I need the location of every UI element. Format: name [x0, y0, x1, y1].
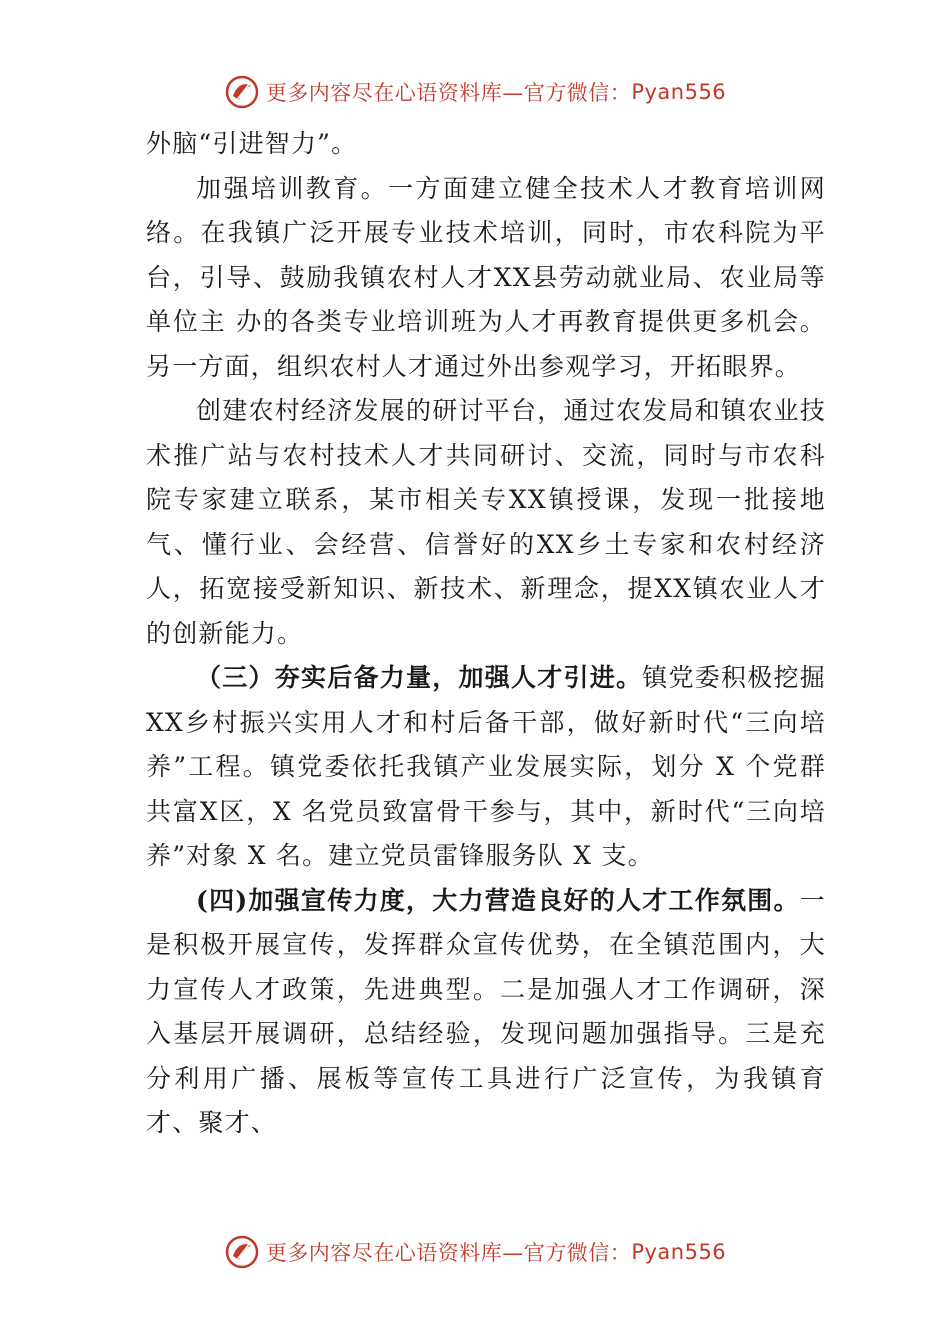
paragraph-5: [146, 879, 826, 1146]
paragraph-1: [146, 122, 826, 167]
document-body: [146, 122, 826, 1146]
section-heading: (四)加强宣传力度，大力营造良好的人才工作氛围。: [196, 885, 800, 915]
paragraph-text: 一是积极开展宣传，发挥群众宣传优势，在全镇范围内，大力宣传人才政策，先进典型。二是加强人才工作调研，深入基层开展调研，总结经验，发现问题加强指导。三是充分利用广播、展板等宣传工具进行广泛宣传，为我镇育才、聚才、: [146, 885, 826, 1137]
header-watermark: [0, 70, 950, 114]
paragraph-3: [146, 389, 826, 656]
paragraph-2: [146, 167, 826, 390]
paragraph-text: 外脑“引进智力”。: [146, 129, 358, 158]
brand-logo-icon: [224, 1234, 260, 1270]
paragraph-text: 镇党委积极挖掘XX乡村振兴实用人才和村后备干部，做好新时代“三向培养”工程。镇党委依托我镇产业发展实际，划分 X 个党群共富X区，X 名党员致富骨干参与，其中，新时代“三向培养”对象 X 名。建立党员雷锋服务队 X 支。: [146, 663, 826, 870]
brand-logo-icon: [224, 74, 260, 110]
section-heading: （三）夯实后备力量，加强人才引进。: [196, 663, 643, 692]
paragraph-4: [146, 656, 826, 879]
wechat-id: Pyan556: [631, 80, 727, 104]
footer-watermark: [0, 1230, 950, 1274]
wechat-id: Pyan556: [631, 1240, 727, 1264]
watermark-text: 更多内容尽在心语资料库—官方微信：: [265, 81, 632, 105]
paragraph-text: 创建农村经济发展的研讨平台，通过农发局和镇农业技术推广站与农村技术人才共同研讨、交流，同时与市农科院专家建立联系，某市相关专XX镇授课，发现一批接地气、懂行业、会经营、信誉好的XX乡土专家和农村经济人，拓宽接受新知识、新技术、新理念，提XX镇农业人才的创新能力。: [146, 396, 826, 648]
paragraph-text: 加强培训教育。一方面建立健全技术人才教育培训网络。在我镇广泛开展专业技术培训，同时，市农科院为平台，引导、鼓励我镇农村人才XX县劳动就业局、农业局等单位主 办的各类专业培训班为人才再教育提供更多机会。另一方面，组织农村人才通过外出参观学习，开拓眼界。: [146, 173, 826, 381]
watermark-text: 更多内容尽在心语资料库—官方微信：: [265, 1241, 632, 1265]
